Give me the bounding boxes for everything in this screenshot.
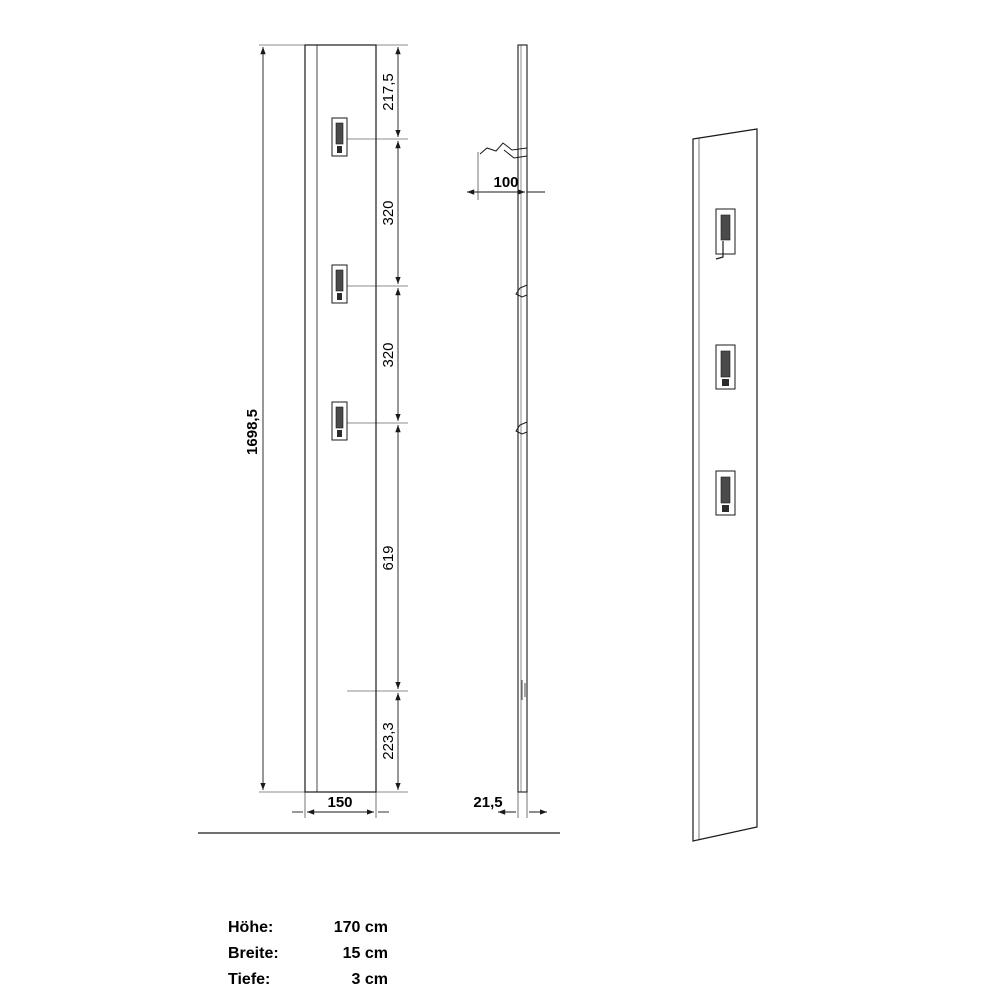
- spec-value-depth: 3 cm: [351, 971, 388, 988]
- dim-320-upper: 320: [380, 200, 397, 226]
- dim-619: 619: [380, 545, 397, 571]
- spec-row-height: [228, 915, 388, 941]
- perspective-hook-middle: [716, 345, 735, 389]
- spec-label-width: Breite:: [228, 945, 279, 962]
- spec-label-height: Höhe:: [228, 919, 274, 936]
- dim-width-150: 150: [327, 794, 353, 811]
- front-hook-middle: [332, 265, 347, 303]
- dim-223-3: 223,3: [380, 722, 397, 760]
- side-thickness-dimension: [498, 792, 547, 818]
- dim-total-height-1698-5: 1698,5: [244, 409, 261, 455]
- spec-label-depth: Tiefe:: [228, 971, 271, 988]
- front-total-height-dimension: [259, 45, 305, 792]
- spec-row-depth: [228, 967, 388, 993]
- spec-row-width: [228, 941, 388, 967]
- front-hook-top: [332, 118, 347, 156]
- spec-value-width: 15 cm: [342, 945, 388, 962]
- dim-hook-depth-100: 100: [493, 174, 519, 191]
- dim-320-lower: 320: [380, 342, 397, 368]
- dim-thickness-21-5: 21,5: [473, 794, 503, 811]
- perspective-hook-bottom: [716, 471, 735, 515]
- dim-217-5: 217,5: [380, 73, 397, 111]
- perspective-hook-top: [716, 209, 735, 259]
- front-hook-bottom: [332, 402, 347, 440]
- spec-value-height: 170 cm: [333, 919, 388, 936]
- spec-table: [228, 915, 388, 993]
